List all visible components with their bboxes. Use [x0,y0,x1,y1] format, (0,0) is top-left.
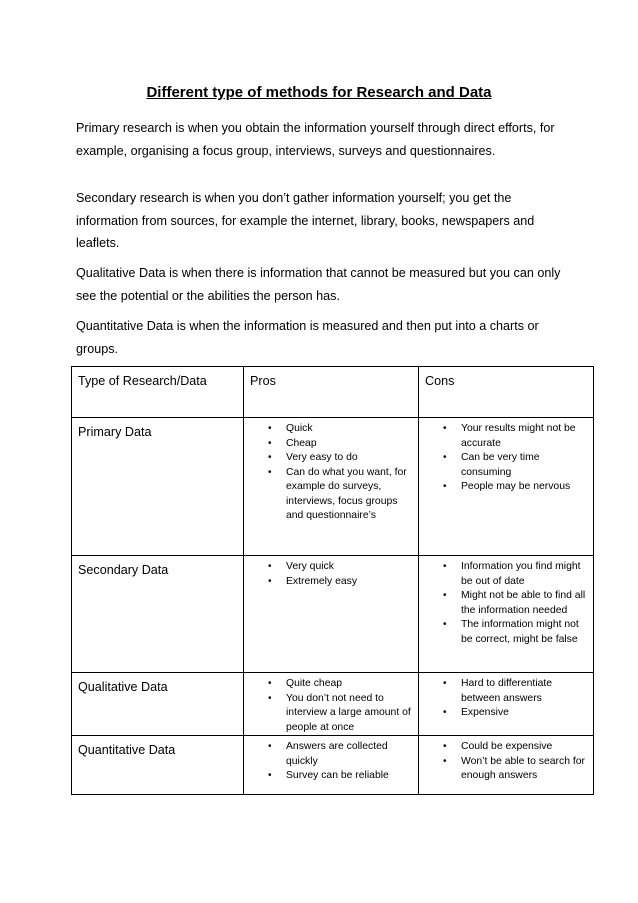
bullet-icon: • [443,619,447,630]
cons-list [419,673,593,721]
bullet-icon: • [268,770,272,781]
pros-list [244,673,418,735]
bullet-icon: • [443,590,447,601]
table-row [72,556,594,673]
cons-cell [419,673,594,736]
list-item [250,451,414,466]
list-item-text: Information you find might be out of date [461,561,581,587]
quantitative-data-paragraph: Quantitative Data is when the information is measured and then put into a charts or groups. [76,319,539,356]
list-item [425,560,589,589]
list-item-text: Expensive [461,707,509,718]
primary-research-paragraph: Primary research is when you obtain the information yourself through direct efforts, for example, organising a focus group, interviews, surveys and questionnaires. [76,121,555,158]
list-item-text: Survey can be reliable [286,770,389,781]
pros-cell [244,673,419,736]
cons-list [419,418,593,495]
list-item-text: You don’t not need to interview a large amount of people at once [286,692,411,733]
header-cons-label: Cons [425,374,455,388]
table-row [72,736,594,795]
list-item [425,755,589,784]
bullet-icon: • [268,437,272,449]
qualitative-data-paragraph: Qualitative Data is when there is information that cannot be measured but you can only see the potential or the abilities the person has. [76,266,561,303]
list-item [425,677,589,706]
row-type-cell [72,556,244,673]
table-row [72,418,594,556]
row-type-cell [72,673,244,736]
bullet-icon: • [268,692,272,704]
cons-cell [419,418,594,556]
bullet-icon: • [443,707,447,718]
header-cell-pros [244,367,419,418]
table-header-row [72,367,594,418]
list-item-text: Can do what you want, for example do surveys, interviews, focus groups and questionnaire’s [286,466,407,521]
header-cell-type [72,367,244,418]
list-item-text: Very quick [286,561,334,572]
pros-list [244,736,418,784]
table-row [72,673,594,736]
list-item [250,422,414,437]
bullet-icon: • [268,575,272,587]
document-title: Different type of methods for Research and Data [146,84,492,101]
pros-cell [244,736,419,795]
bullet-icon: • [268,452,272,463]
list-item [425,480,589,495]
list-item-text: Very easy to do [286,452,358,463]
bullet-icon: • [268,678,272,689]
list-item [425,740,589,755]
list-item [250,575,414,590]
bullet-icon: • [443,561,447,572]
list-item [425,422,589,451]
cons-list [419,736,593,784]
list-item-text: Quite cheap [286,678,343,689]
cons-cell [419,736,594,795]
bullet-icon: • [268,466,272,478]
list-item-text: Won’t be able to search for enough answers [461,755,585,781]
bullet-icon: • [268,741,272,752]
pros-list [244,418,418,524]
row-type-cell [72,736,244,795]
header-pros-label: Pros [250,374,276,388]
bullet-icon: • [443,755,447,767]
list-item-text: Your results might not be accurate [461,423,576,449]
list-item-text: People may be nervous [461,481,571,492]
list-item [425,706,589,721]
secondary-research-paragraph: Secondary research is when you don’t gather information yourself; you get the information from sources, for example the internet, library, books, newspapers and leaflets. [76,191,535,250]
header-cell-cons [419,367,594,418]
cons-list [419,556,593,647]
list-item [250,740,414,769]
bullet-icon: • [268,423,272,434]
row-type-cell [72,418,244,556]
list-item [425,589,589,618]
list-item [250,466,414,524]
row-type-label: Qualitative Data [78,680,168,694]
bullet-icon: • [443,481,447,492]
list-item-text: Answers are collected quickly [286,741,388,767]
list-item-text: Cheap [286,437,317,449]
list-item-text: Could be expensive [461,741,553,752]
row-type-label: Quantitative Data [78,743,176,757]
bullet-icon: • [443,452,447,463]
list-item-text: Hard to differentiate between answers [461,678,553,704]
list-item [425,618,589,647]
list-item-text: Can be very time consuming [461,452,540,478]
row-type-label: Secondary Data [78,563,169,577]
list-item [250,677,414,692]
bullet-icon: • [443,678,447,689]
list-item [250,769,414,784]
pros-list [244,556,418,589]
list-item [250,437,414,452]
list-item [250,560,414,575]
pros-cell [244,556,419,673]
methods-table [71,366,594,795]
cons-cell [419,556,594,673]
list-item-text: Quick [286,423,313,434]
list-item-text: Might not be able to find all the information needed [461,590,586,616]
list-item [250,692,414,736]
header-type-label: Type of Research/Data [78,374,207,388]
list-item [425,451,589,480]
list-item-text: Extremely easy [286,575,358,587]
bullet-icon: • [268,561,272,572]
pros-cell [244,418,419,556]
bullet-icon: • [443,741,447,752]
list-item-text: The information might not be correct, might be false [461,619,579,645]
bullet-icon: • [443,423,447,434]
row-type-label: Primary Data [78,425,152,439]
